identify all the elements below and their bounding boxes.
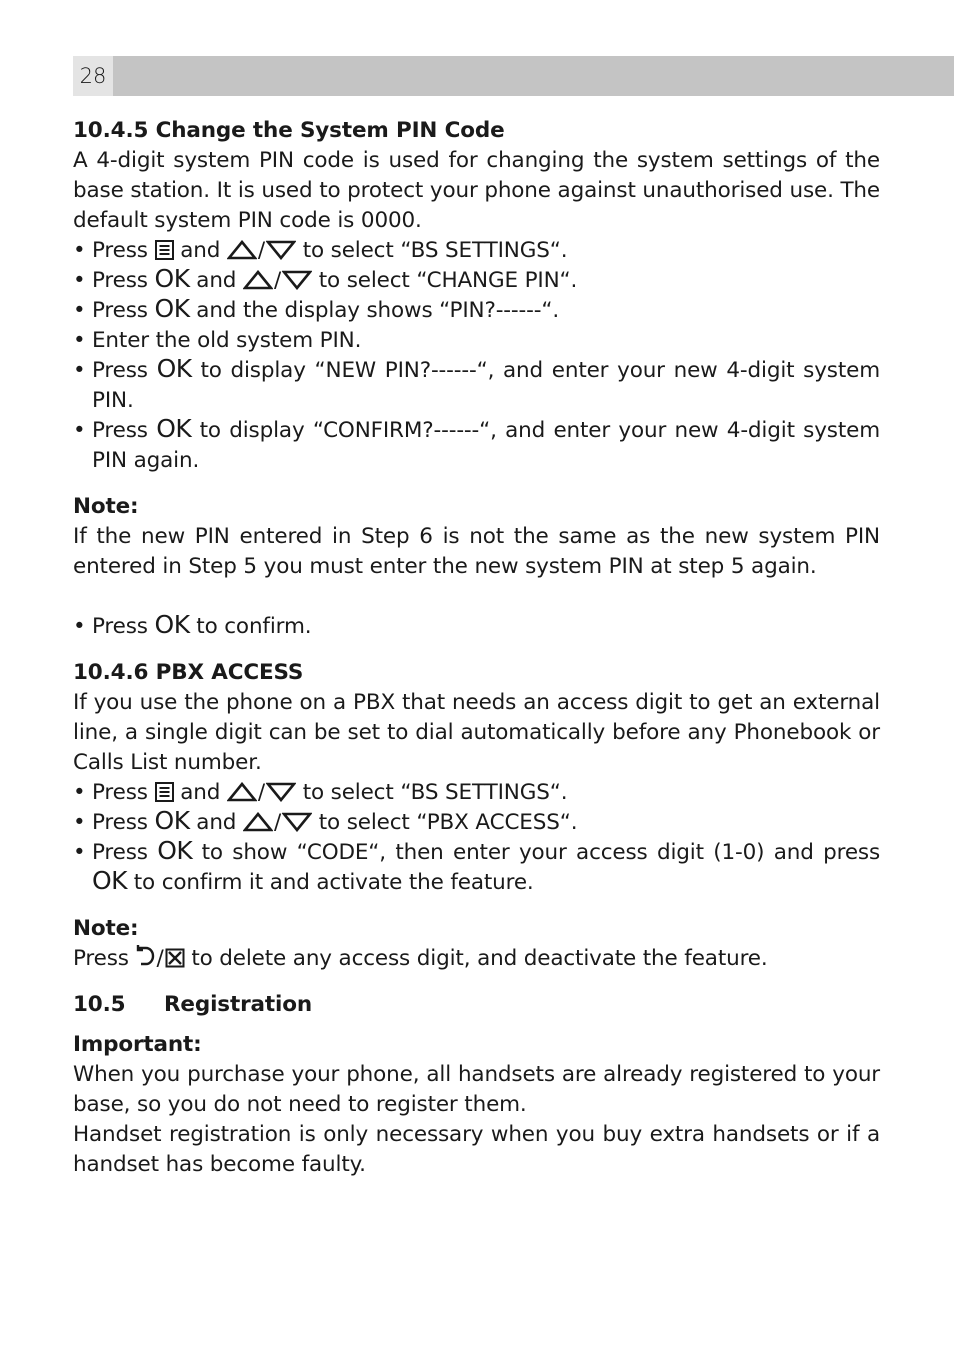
slash: / [156, 946, 164, 971]
list-item: • Press OK to display “CONFIRM?------“, and enter your new 4-digit system PIN again. [73, 416, 880, 476]
section-intro-pbx-access: If you use the phone on a PBX that needs an access digit to get an external line, a single digit can be set to dial automatically before any Phonebook or Calls List number. [73, 690, 880, 775]
ok-key-icon: OK [154, 264, 190, 293]
section-heading-registration: 10.5 Registration [73, 992, 313, 1017]
registration-para-2: Handset registration is only necessary when you buy extra handsets or if a handset has become faulty. [73, 1122, 880, 1177]
steps-list-pbx-access [73, 778, 880, 898]
header-bar [73, 56, 954, 96]
note-text: If the new PIN entered in Step 6 is not the same as the new system PIN entered in Step 5 you must enter the new system PIN at step 5 again. [73, 524, 880, 579]
up-arrow-icon [227, 240, 257, 260]
ok-key-icon: OK [154, 294, 190, 323]
list-item: • Enter the old system PIN. [73, 326, 880, 356]
list-item: • Press OK and / to select “PBX ACCESS“. [73, 808, 880, 838]
down-arrow-icon [266, 782, 296, 802]
list-item: • Press OK to confirm. [73, 612, 880, 642]
ok-key-icon: OK [154, 610, 190, 639]
ok-key-icon: OK [92, 866, 128, 895]
slash: / [257, 780, 265, 805]
note-text: Press / to delete any access digit, and deactivate the feature. [73, 946, 768, 971]
note-label: Note: [73, 494, 139, 519]
list-item: • Press OK to show “CODE“, then enter your access digit (1-0) and press OK to confirm it and activate the feature. [73, 838, 880, 898]
menu-key-icon [155, 240, 174, 260]
back-icon [136, 944, 156, 968]
section-heading-change-pin: 10.4.5 Change the System PIN Code [73, 118, 505, 143]
confirm-list [73, 612, 880, 642]
list-item: • Press and / to select “BS SETTINGS“. [73, 778, 880, 808]
slash: / [273, 810, 282, 835]
section-intro-change-pin: A 4-digit system PIN code is used for changing the system settings of the base station. It is used to protect your phone against unauthorised use. The default system PIN code is 0000. [73, 148, 880, 233]
slash: / [257, 238, 265, 263]
up-arrow-icon [227, 782, 257, 802]
steps-list-change-pin [73, 236, 880, 476]
down-arrow-icon [266, 240, 296, 260]
down-arrow-icon [282, 812, 312, 832]
ok-key-icon: OK [157, 836, 193, 865]
delete-icon [165, 948, 185, 968]
registration-para-1: When you purchase your phone, all handsets are already registered to your base, so you do not need to register them. [73, 1062, 880, 1117]
down-arrow-icon [282, 270, 312, 290]
section-heading-pbx-access: 10.4.6 PBX ACCESS [73, 660, 304, 685]
ok-key-icon: OK [154, 806, 190, 835]
menu-key-icon [155, 782, 174, 802]
ok-key-icon: OK [156, 354, 192, 383]
list-item: • Press OK and / to select “CHANGE PIN“. [73, 266, 880, 296]
list-item: • Press OK and the display shows “PIN?------“. [73, 296, 880, 326]
slash: / [273, 268, 282, 293]
list-item: • Press and / to select “BS SETTINGS“. [73, 236, 880, 266]
important-label: Important: [73, 1032, 202, 1057]
note-label: Note: [73, 916, 139, 941]
ok-key-icon: OK [156, 414, 192, 443]
page-number: 28 [73, 56, 113, 96]
list-item: • Press OK to display “NEW PIN?------“, and enter your new 4-digit system PIN. [73, 356, 880, 416]
up-arrow-icon [243, 812, 273, 832]
up-arrow-icon [243, 270, 273, 290]
page-content [73, 116, 880, 1180]
